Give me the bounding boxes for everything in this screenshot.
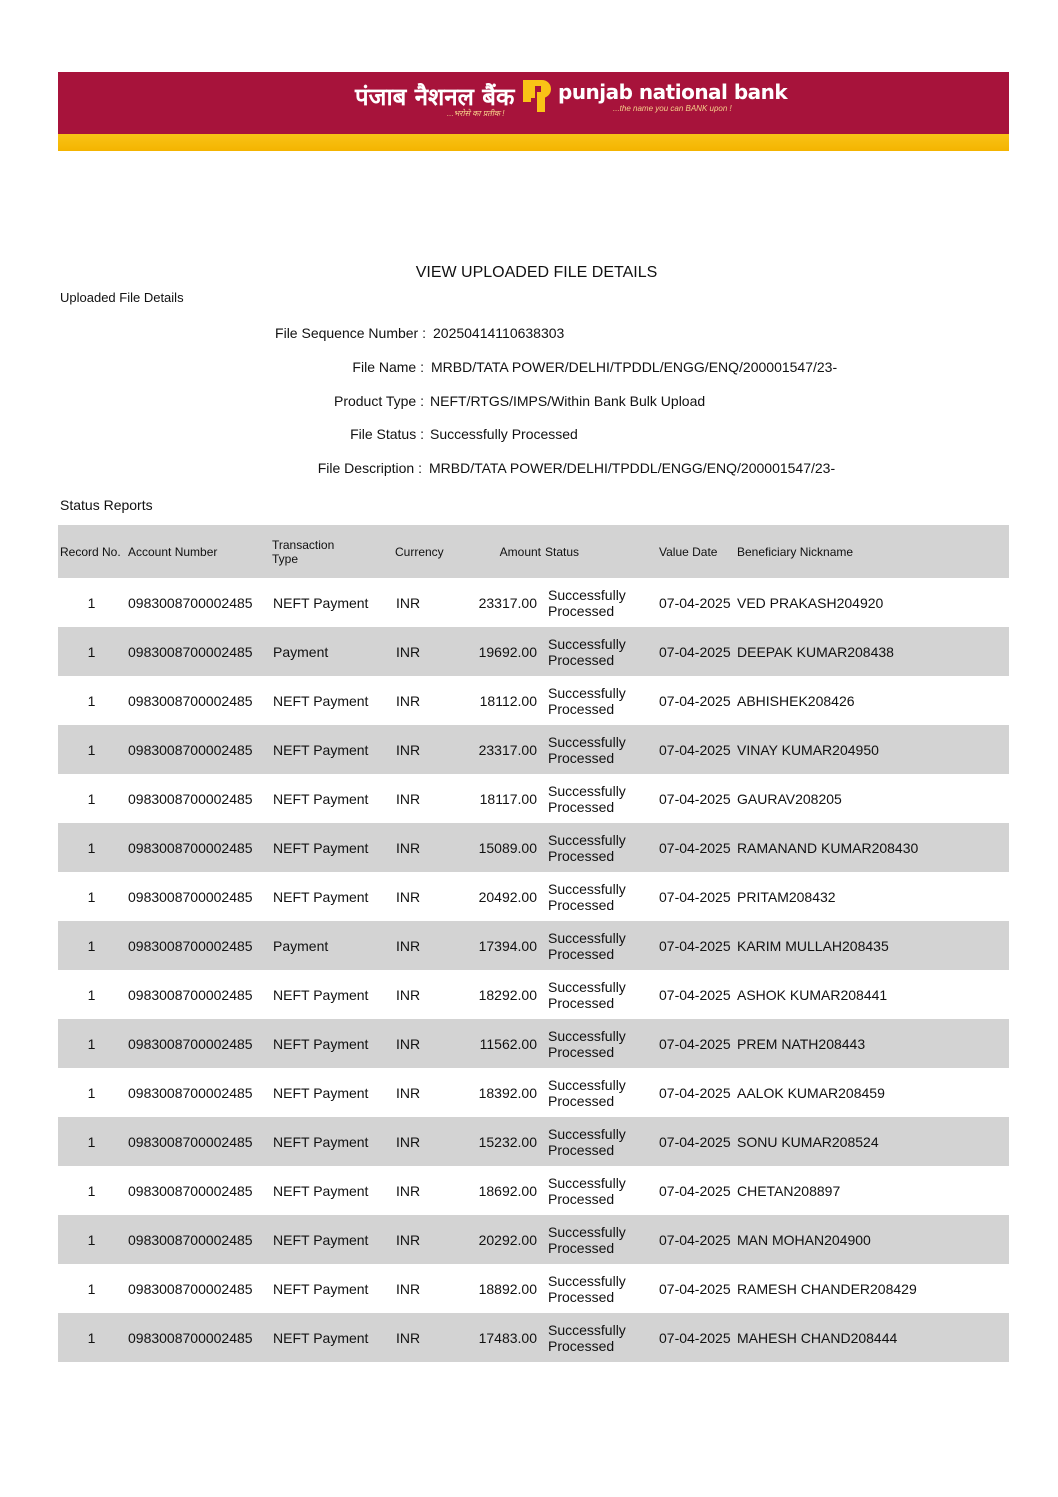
cell-value-date: 07-04-2025 (659, 986, 731, 1003)
cell-transaction-type: NEFT Payment (270, 1019, 393, 1068)
cell-record-no: 1 (87, 1280, 96, 1297)
cell-beneficiary-nickname: RAMESH CHANDER208429 (737, 1280, 917, 1297)
cell-account-number: 0983008700002485 (125, 1117, 270, 1166)
cell-transaction-type: Payment (270, 921, 393, 970)
cell-record-no: 1 (58, 1215, 125, 1264)
cell-account-number: 0983008700002485 (125, 921, 270, 970)
cell-status (543, 921, 655, 970)
cell-beneficiary-nickname: CHETAN208897 (737, 1182, 841, 1199)
cell-value-date: 07-04-2025 (659, 1182, 731, 1199)
cell-value-date: 07-04-2025 (659, 888, 731, 905)
header-record-no: Record No. (58, 525, 125, 578)
cell-amount: 20292.00 (453, 1215, 543, 1264)
cell-value-date: 07-04-2025 (659, 594, 731, 611)
status-line: Successfully (548, 1272, 626, 1289)
file-sequence-number-value: 20250414110638303 (433, 325, 565, 341)
cell-status (543, 627, 655, 676)
cell-status (543, 1166, 655, 1215)
status-line: Processed (548, 1141, 615, 1158)
product-type-value: NEFT/RTGS/IMPS/Within Bank Bulk Upload (430, 393, 706, 409)
status-line: Processed (548, 847, 615, 864)
status-line: Successfully (548, 1125, 626, 1142)
cell-currency: INR (396, 986, 421, 1003)
status-line: Successfully (548, 880, 626, 897)
cell-record-no: 1 (58, 1117, 125, 1166)
cell-amount: 20492.00 (478, 888, 537, 905)
status-line: Successfully (548, 733, 626, 750)
cell-record-no: 1 (87, 692, 96, 709)
cell-currency: INR (393, 1313, 453, 1362)
cell-record-no: 1 (58, 627, 125, 676)
cell-status (543, 725, 655, 774)
cell-record-no: 1 (58, 823, 125, 872)
cell-value-date: 07-04-2025 (655, 1117, 733, 1166)
table-row (58, 1215, 1009, 1264)
status-line: Processed (548, 602, 615, 619)
header-status: Status (543, 525, 655, 578)
file-sequence-number-label: File Sequence Number : (275, 325, 426, 341)
cell-currency: INR (393, 823, 453, 872)
pnb-logo-icon (522, 78, 552, 114)
cell-beneficiary-nickname: ABHISHEK208426 (737, 692, 855, 709)
cell-status (543, 1264, 655, 1313)
file-name-value: MRBD/TATA POWER/DELHI/TPDDL/ENGG/ENQ/200001547/23- (431, 359, 838, 375)
table-row (58, 1313, 1009, 1362)
cell-record-no: 1 (58, 1019, 125, 1068)
table-row (58, 970, 1009, 1019)
file-name-row (0, 359, 1058, 377)
cell-beneficiary-nickname: GAURAV208205 (737, 790, 842, 807)
table-row (58, 627, 1009, 676)
cell-transaction-type: NEFT Payment (270, 1117, 393, 1166)
status-line: Successfully (548, 782, 626, 799)
cell-account-number: 0983008700002485 (125, 725, 270, 774)
cell-amount: 18292.00 (478, 986, 537, 1003)
table-row (58, 578, 1009, 627)
table-row (58, 676, 1009, 725)
cell-account-number: 0983008700002485 (128, 594, 253, 611)
status-line: Successfully (548, 586, 626, 603)
cell-currency: INR (396, 790, 421, 807)
page-title: VIEW UPLOADED FILE DETAILS (415, 264, 658, 281)
cell-amount: 11562.00 (453, 1019, 543, 1068)
file-sequence-number-row (0, 325, 1058, 343)
cell-value-date: 07-04-2025 (655, 823, 733, 872)
cell-beneficiary-nickname: VINAY KUMAR204950 (733, 725, 1009, 774)
table-row (58, 1068, 1009, 1117)
cell-value-date: 07-04-2025 (659, 1280, 731, 1297)
cell-currency: INR (396, 594, 421, 611)
cell-record-no: 1 (58, 725, 125, 774)
cell-value-date: 07-04-2025 (659, 692, 731, 709)
bank-tagline-english: ...the name you can BANK upon ! (613, 104, 732, 113)
file-description-row (0, 460, 1058, 478)
header-amount: Amount (453, 525, 543, 578)
cell-account-number: 0983008700002485 (125, 1313, 270, 1362)
cell-record-no: 1 (87, 790, 96, 807)
cell-transaction-type: NEFT Payment (273, 986, 369, 1003)
cell-currency: INR (393, 921, 453, 970)
cell-beneficiary-nickname: RAMANAND KUMAR208430 (733, 823, 1009, 872)
cell-status (543, 578, 655, 627)
status-line: Processed (548, 1288, 615, 1305)
cell-amount: 18112.00 (479, 692, 537, 709)
cell-currency: INR (393, 1019, 453, 1068)
cell-amount: 18892.00 (478, 1280, 537, 1297)
cell-currency: INR (396, 1084, 421, 1101)
status-line: Processed (548, 1239, 615, 1256)
cell-value-date: 07-04-2025 (659, 1084, 731, 1101)
bank-tagline-hindi: ...भरोसे का प्रतीक ! (447, 109, 505, 118)
cell-amount: 23317.00 (453, 725, 543, 774)
cell-beneficiary-nickname: VED PRAKASH204920 (737, 594, 884, 611)
table-row (58, 725, 1009, 774)
cell-value-date: 07-04-2025 (655, 627, 733, 676)
cell-transaction-type: NEFT Payment (270, 1313, 393, 1362)
cell-status (543, 1117, 655, 1166)
table-header-row (58, 525, 1009, 578)
cell-account-number: 0983008700002485 (125, 1019, 270, 1068)
status-line: Successfully (548, 1321, 626, 1338)
cell-beneficiary-nickname: SONU KUMAR208524 (733, 1117, 1009, 1166)
banner-accent-stripe (58, 134, 1009, 151)
cell-account-number: 0983008700002485 (128, 692, 253, 709)
product-type-row (0, 393, 1058, 411)
cell-currency: INR (396, 692, 421, 709)
status-line: Successfully (548, 1174, 626, 1191)
table-row (58, 1166, 1009, 1215)
cell-record-no: 1 (87, 594, 96, 611)
cell-status (543, 1019, 655, 1068)
status-reports-label: Status Reports (60, 497, 153, 513)
header-account-number: Account Number (125, 525, 270, 578)
status-line: Processed (548, 1337, 615, 1354)
cell-status (543, 774, 655, 823)
cell-record-no: 1 (87, 888, 96, 905)
cell-account-number: 0983008700002485 (128, 1280, 253, 1297)
cell-beneficiary-nickname: PRITAM208432 (737, 888, 836, 905)
cell-status (543, 1215, 655, 1264)
cell-account-number: 0983008700002485 (128, 1084, 253, 1101)
cell-value-date: 07-04-2025 (655, 725, 733, 774)
status-line: Processed (548, 1092, 615, 1109)
file-description-value: MRBD/TATA POWER/DELHI/TPDDL/ENGG/ENQ/200001547/23- (429, 460, 836, 476)
cell-transaction-type: NEFT Payment (273, 790, 369, 807)
cell-status (543, 872, 655, 921)
bank-name-hindi: पंजाब नैशनल बैंक (355, 82, 515, 111)
cell-amount: 18117.00 (479, 790, 537, 807)
cell-currency: INR (396, 1280, 421, 1297)
status-line: Processed (548, 994, 615, 1011)
status-report-table (58, 525, 1009, 1362)
status-line: Successfully (548, 684, 626, 701)
cell-account-number: 0983008700002485 (125, 1215, 270, 1264)
table-row (58, 774, 1009, 823)
file-name-label: File Name : (352, 359, 424, 375)
status-line: Successfully (548, 1223, 626, 1240)
cell-amount: 18392.00 (478, 1084, 537, 1101)
cell-amount: 18692.00 (478, 1182, 537, 1199)
cell-beneficiary-nickname: MAN MOHAN204900 (733, 1215, 1009, 1264)
cell-beneficiary-nickname: DEEPAK KUMAR208438 (733, 627, 1009, 676)
file-status-value: Successfully Processed (430, 426, 578, 442)
status-line: Successfully (548, 929, 626, 946)
product-type-label: Product Type : (333, 393, 424, 409)
cell-transaction-type: NEFT Payment (273, 888, 369, 905)
cell-amount: 15089.00 (453, 823, 543, 872)
table-row (58, 872, 1009, 921)
uploaded-file-details-label: Uploaded File Details (60, 290, 184, 305)
cell-transaction-type: NEFT Payment (273, 1280, 369, 1297)
table-row (58, 823, 1009, 872)
cell-status (543, 676, 655, 725)
cell-amount: 17394.00 (453, 921, 543, 970)
status-line: Successfully (548, 831, 626, 848)
cell-amount: 17483.00 (453, 1313, 543, 1362)
cell-record-no: 1 (58, 1313, 125, 1362)
bank-name-english: punjab national bank (558, 80, 788, 104)
cell-beneficiary-nickname: KARIM MULLAH208435 (733, 921, 1009, 970)
status-line: Processed (548, 1190, 615, 1207)
status-line: Processed (548, 798, 615, 815)
status-line: Successfully (548, 978, 626, 995)
cell-transaction-type: NEFT Payment (273, 692, 369, 709)
cell-account-number: 0983008700002485 (128, 790, 253, 807)
cell-record-no: 1 (87, 1182, 96, 1199)
cell-currency: INR (393, 1117, 453, 1166)
table-row (58, 1117, 1009, 1166)
cell-account-number: 0983008700002485 (125, 627, 270, 676)
cell-amount: 23317.00 (478, 594, 537, 611)
cell-record-no: 1 (58, 921, 125, 970)
header-beneficiary-nickname: Beneficiary Nickname (733, 525, 1009, 578)
cell-transaction-type: NEFT Payment (270, 823, 393, 872)
cell-value-date: 07-04-2025 (655, 921, 733, 970)
cell-currency: INR (396, 1182, 421, 1199)
cell-beneficiary-nickname: PREM NATH208443 (733, 1019, 1009, 1068)
header-currency: Currency (393, 525, 453, 578)
table-row (58, 1019, 1009, 1068)
cell-transaction-type: NEFT Payment (270, 1215, 393, 1264)
cell-transaction-type: NEFT Payment (273, 1182, 369, 1199)
cell-status (543, 970, 655, 1019)
cell-value-date: 07-04-2025 (655, 1313, 733, 1362)
cell-account-number: 0983008700002485 (125, 823, 270, 872)
cell-value-date: 07-04-2025 (659, 790, 731, 807)
status-line: Successfully (548, 1027, 626, 1044)
cell-transaction-type: NEFT Payment (273, 1084, 369, 1101)
cell-currency: INR (393, 627, 453, 676)
cell-record-no: 1 (87, 1084, 96, 1101)
cell-account-number: 0983008700002485 (128, 888, 253, 905)
status-line: Processed (548, 700, 615, 717)
cell-transaction-type: NEFT Payment (270, 725, 393, 774)
cell-value-date: 07-04-2025 (655, 1215, 733, 1264)
file-status-row (0, 426, 1058, 444)
status-line: Processed (548, 945, 615, 962)
cell-account-number: 0983008700002485 (128, 1182, 253, 1199)
cell-status (543, 1313, 655, 1362)
cell-transaction-type: Payment (270, 627, 393, 676)
status-line: Successfully (548, 635, 626, 652)
table-row (58, 921, 1009, 970)
cell-status (543, 823, 655, 872)
header-value-date: Value Date (655, 525, 733, 578)
cell-currency: INR (396, 888, 421, 905)
cell-currency: INR (393, 725, 453, 774)
cell-beneficiary-nickname: AALOK KUMAR208459 (737, 1084, 885, 1101)
table-row (58, 1264, 1009, 1313)
status-line: Processed (548, 1043, 615, 1060)
status-line: Processed (548, 651, 615, 668)
cell-beneficiary-nickname: ASHOK KUMAR208441 (737, 986, 888, 1003)
cell-transaction-type: NEFT Payment (273, 594, 369, 611)
status-line: Successfully (548, 1076, 626, 1093)
header-transaction-type: Transaction Type (270, 525, 393, 578)
cell-amount: 15232.00 (453, 1117, 543, 1166)
status-line: Processed (548, 749, 615, 766)
status-line: Processed (548, 896, 615, 913)
cell-amount: 19692.00 (453, 627, 543, 676)
cell-value-date: 07-04-2025 (655, 1019, 733, 1068)
cell-account-number: 0983008700002485 (128, 986, 253, 1003)
cell-status (543, 1068, 655, 1117)
cell-beneficiary-nickname: MAHESH CHAND208444 (733, 1313, 1009, 1362)
cell-currency: INR (393, 1215, 453, 1264)
file-description-label: File Description : (317, 460, 422, 476)
cell-record-no: 1 (87, 986, 96, 1003)
file-status-label: File Status : (350, 426, 424, 442)
